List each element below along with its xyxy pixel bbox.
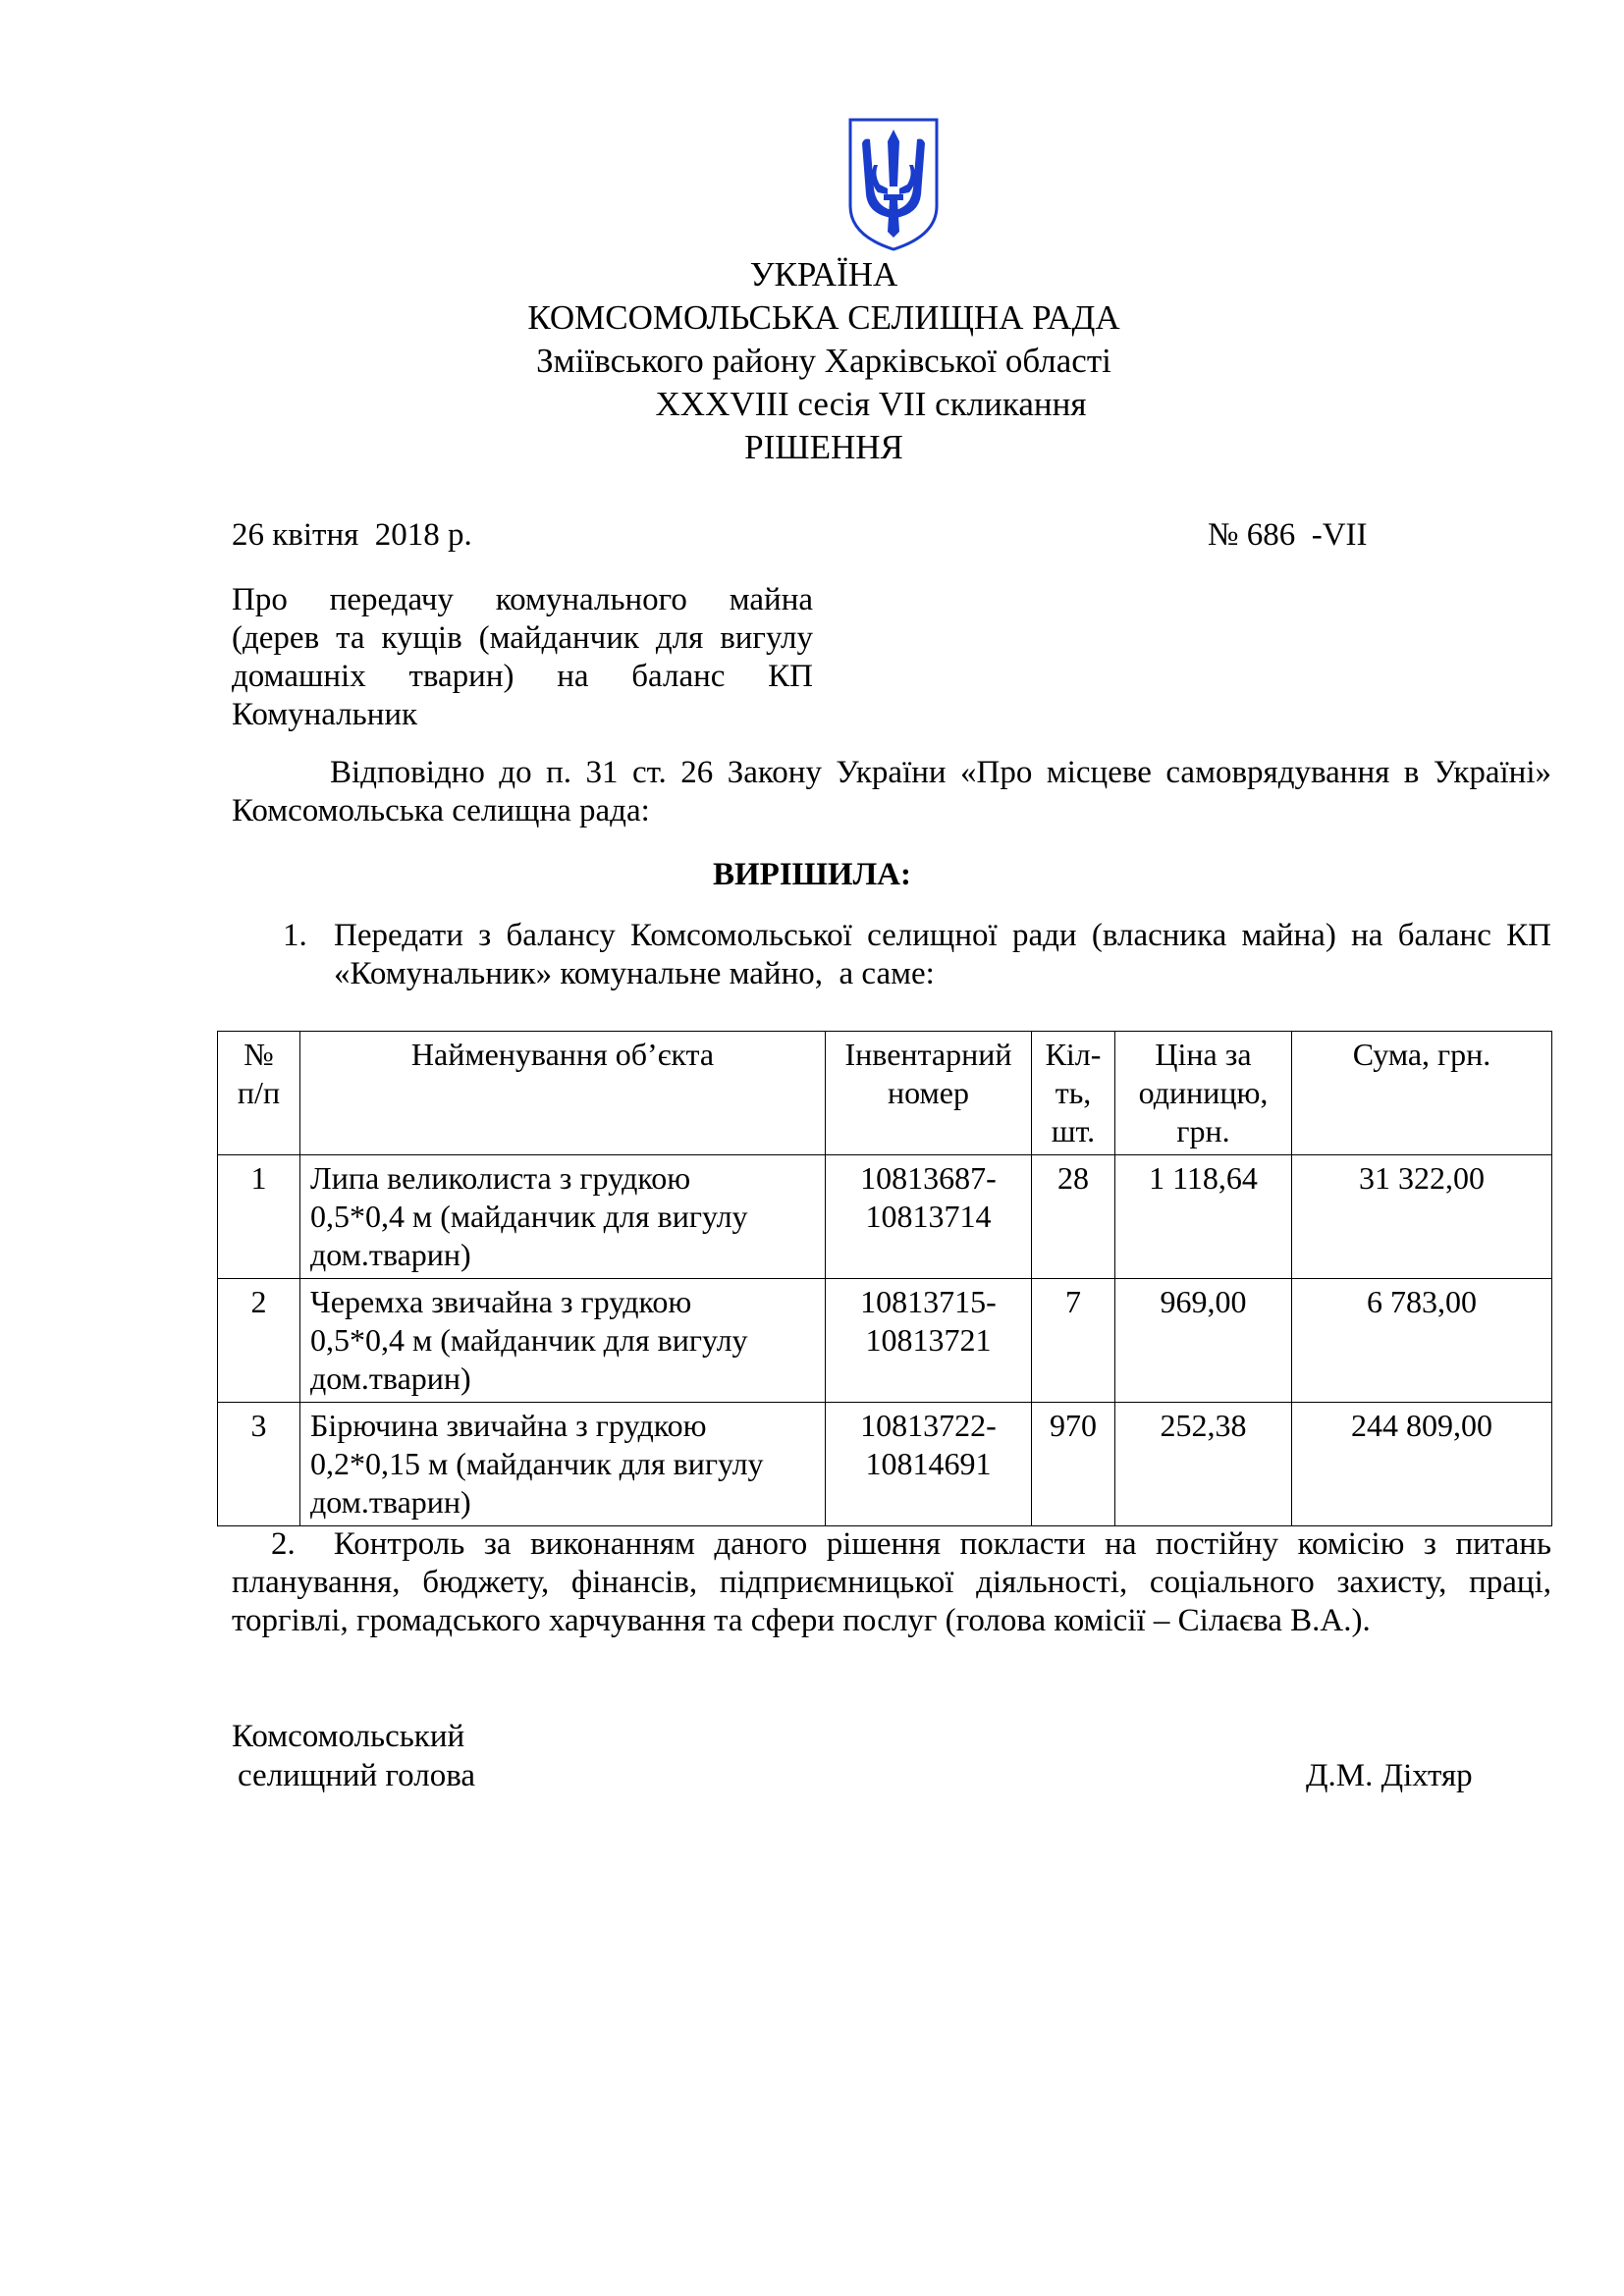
header-country: УКРАЇНА [749, 255, 898, 294]
row-name: Черемха звичайна з грудкою 0,5*0,4 м (майданчик для вигулу дом.тварин) [300, 1279, 826, 1403]
header-unit-price: Ціна за одиницю, грн. [1115, 1032, 1292, 1155]
header-council: КОМСОМОЛЬСЬКА СЕЛИЩНА РАДА [527, 298, 1120, 337]
row-sum: 31 322,00 [1292, 1155, 1552, 1279]
row-inventory: 10813687- 10813714 [826, 1155, 1032, 1279]
row-no: 2 [218, 1279, 300, 1403]
row-inventory: 10813715- 10813721 [826, 1279, 1032, 1403]
row-unit-price: 1 118,64 [1115, 1155, 1292, 1279]
row-quantity: 970 [1032, 1403, 1115, 1526]
header-no: № п/п [218, 1032, 300, 1155]
signature-title: Комсомольський [232, 1719, 465, 1754]
row-unit-price: 252,38 [1115, 1403, 1292, 1526]
item-line: планування, бюджету, фінансів, підприємницької діяльності, соціального захисту, праці, [232, 1565, 1551, 1600]
item-line: торгівлі, громадського харчування та сфери послуг (голова комісії – Сілаєва В.А.). [232, 1603, 1371, 1638]
row-sum: 6 783,00 [1292, 1279, 1552, 1403]
row-inventory: 10813722- 10814691 [826, 1403, 1032, 1526]
row-sum: 244 809,00 [1292, 1403, 1552, 1526]
header-sum: Сума, грн. [1292, 1032, 1552, 1155]
row-name: Липа великолиста з грудкою 0,5*0,4 м (майданчик для вигулу дом.тварин) [300, 1155, 826, 1279]
preamble-line: Комсомольська селищна рада: [232, 793, 650, 828]
decided-heading: ВИРІШИЛА: [713, 857, 911, 892]
subject-line: Комунальник [232, 697, 418, 732]
header-inventory: Інвентарний номер [826, 1032, 1032, 1155]
row-no: 3 [218, 1403, 300, 1526]
item-line: 2. Контроль за виконанням даного рішення покласти на постійну комісію з питань [271, 1526, 1551, 1562]
header-name: Найменування об’єкта [300, 1032, 826, 1155]
item-line: «Комунальник» комунальне майно, а саме: [334, 956, 935, 991]
trident-emblem-icon [844, 116, 943, 253]
subject-line: домашніх тварин) на баланс КП [232, 659, 813, 694]
decision-subject [232, 581, 813, 734]
subject-line: Про передачу комунального майна [232, 582, 813, 617]
decision-date: 26 квітня 2018 р. [232, 517, 472, 553]
property-table [217, 1031, 1552, 1526]
row-quantity: 28 [1032, 1155, 1115, 1279]
table-row [218, 1155, 1552, 1279]
header-quantity: Кіл- ть, шт. [1032, 1032, 1115, 1155]
row-no: 1 [218, 1155, 300, 1279]
signatory-name: Д.М. Діхтяр [1306, 1758, 1473, 1793]
header-region: Зміївського району Харківської області [536, 342, 1111, 380]
signature-title: селищний голова [238, 1758, 476, 1793]
row-name: Бірючина звичайна з грудкою 0,2*0,15 м (майданчик для вигулу дом.тварин) [300, 1403, 826, 1526]
header-session: XXXVIII сесія VII скликання [655, 385, 1087, 423]
row-unit-price: 969,00 [1115, 1279, 1292, 1403]
preamble-line: Відповідно до п. 31 ст. 26 Закону України «Про місцеве самоврядування в Україні» [330, 755, 1551, 790]
table-header-row [218, 1032, 1552, 1155]
item-number: 1. [283, 918, 307, 953]
decision-item-2 [232, 1525, 1551, 1640]
subject-line: (дерев та кущів (майданчик для вигулу [232, 620, 813, 656]
item-line: Передати з балансу Комсомольської селищної ради (власника майна) на баланс КП [334, 918, 1551, 953]
header-doc-type: РІШЕННЯ [744, 428, 903, 466]
preamble [232, 754, 1551, 830]
table-row [218, 1403, 1552, 1526]
table-row [218, 1279, 1552, 1403]
row-quantity: 7 [1032, 1279, 1115, 1403]
decision-number: № 686 -VII [1208, 517, 1368, 553]
